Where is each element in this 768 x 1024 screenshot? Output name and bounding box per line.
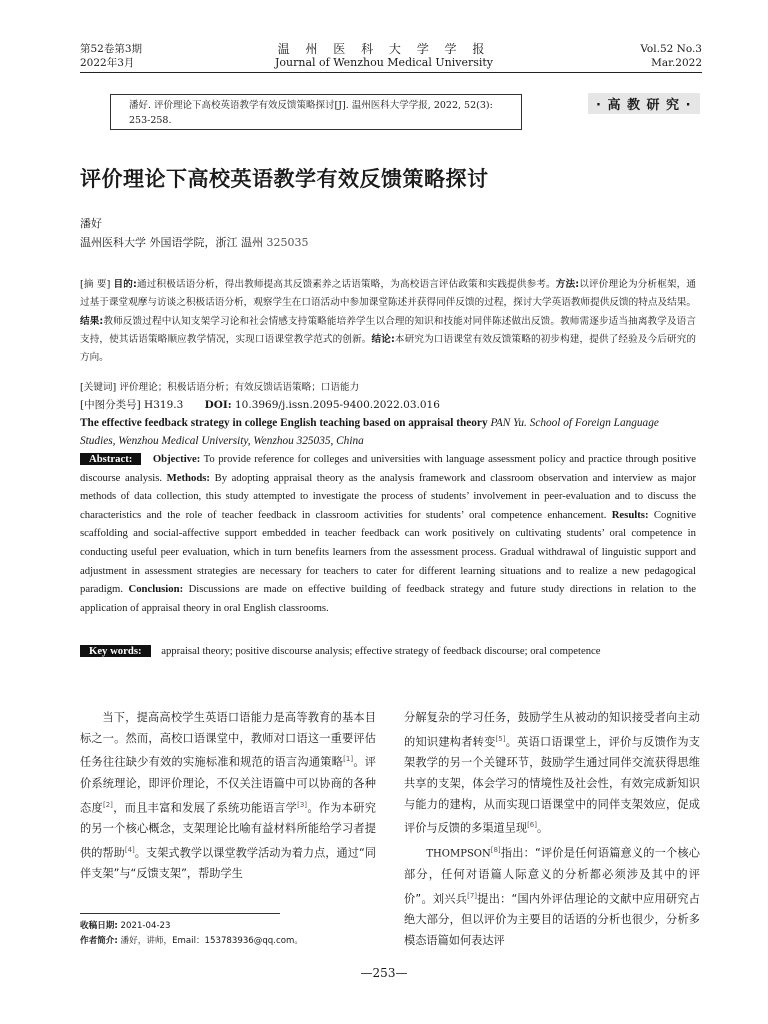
author-affiliation (80, 234, 309, 250)
clc-code: H319.3 (144, 399, 184, 411)
english-title (80, 414, 696, 450)
body-text: 指出：“评价是任何语篇意义的一个核心部分，任何对语篇人际意义的分析都必须涉及其中的评价”。刘兴兵 (404, 846, 700, 906)
english-author-affiliation: PAN Yu. School of Foreign Language Studies, Wenzhou Medical University, Wenzhou 325035, China (80, 417, 659, 447)
results-label-cn: 结果: (80, 315, 104, 327)
body-text: 提出：“国内外评估理论的文献中应用研究占绝大部分，但以评价为主要目的话语的分析也很少，分析多模态语篇如何表达评 (404, 892, 700, 947)
keywords-en (80, 642, 696, 660)
abstract-cn-label: [摘 要] (80, 279, 111, 290)
body-text: 。支架式教学以课堂教学活动为着力点，通过“同伴支架”与“反馈支架”，帮助学生 (80, 846, 376, 881)
body-column-right (404, 708, 700, 952)
conclusion-cn: 本研究为口语课堂有效反馈策略的初步构建，提供了经验及今后研究的方向。 (80, 333, 697, 364)
page-title: 评价理论下高校英语教学有效反馈策略探讨 (80, 167, 489, 191)
methods-en: By adopting appraisal theory as the analysis framework and classroom observation and interview as major methods of data collection, this study attempted to investigate the process of students’ involvement in peer-evaluation and to discuss the characteristics and the role of teacher feedback in classroom activities for students’ oral competence enhancement. (80, 471, 697, 521)
citation-ref[interactable]: [3] (297, 800, 308, 809)
doi-value: 10.3969/j.issn.2095-9400.2022.03.016 (235, 399, 440, 411)
body-text: 。英语口语课堂上，评价与反馈作为支架教学的另一个关键环节，鼓励学生通过同伴交流获得思维共享的支架，体会学习的情境性及社会性，有效完成新知识与能力的建构，从而实现口语课堂中的同伴支架效应，促成评价与反馈的多渠道呈现 (404, 735, 700, 835)
body-paragraph (80, 708, 376, 885)
issue-date: 2022年3月 (80, 57, 135, 69)
journal-volume-info-en (640, 42, 702, 70)
abstract-cn (80, 276, 696, 367)
author-bio-label: 作者简介: (80, 936, 118, 946)
body-text: 当下，提高高校学生英语口语能力是高等教育的基本目标之一。然而，高校口语课堂中，教师对口语这一重要评估任务往往缺少有效的实施标准和规范的语言沟通策略 (80, 711, 376, 770)
keywords-badge: Key words: (80, 645, 151, 657)
results-en: Cognitive scaffolding and social-affective support embedded in teacher feedback can work positively on cultivating students’ oral competence in conducting useful peer evaluation, which in turn benefits learners from the assessment process. Gradual withdrawal of linguistic support and adjustment in assessment strategies are necessary for teachers to cater for different learning situations and to realize a new pedagogical paradigm. (80, 508, 697, 596)
doi-label: DOI: (204, 399, 232, 411)
objective-label-cn: 目的: (113, 279, 137, 290)
volume-issue-en: Vol.52 No.3 (640, 43, 702, 55)
author-bio-text: 潘好，讲师，Email：153783936@qq.com。 (120, 936, 303, 946)
footnote-rule (80, 913, 280, 914)
page-number: —253— (360, 966, 408, 980)
issue-date-en: Mar.2022 (651, 57, 702, 69)
citation-ref[interactable]: [7] (467, 891, 478, 900)
citation-ref[interactable]: [4] (124, 845, 135, 854)
conclusion-en: Discussions are made on effective building of feedback strategy and future study directions in relation to the application of appraisal theory in oral English classrooms. (80, 583, 697, 614)
conclusion-label-en: Conclusion: (128, 583, 184, 596)
objective-label-en: Objective: (152, 453, 201, 465)
conclusion-label-cn: 结论: (371, 333, 395, 345)
citation-ref[interactable]: [2] (102, 800, 113, 809)
methods-label-cn: 方法: (555, 279, 580, 290)
volume-issue: 第52卷第3期 (80, 43, 143, 55)
keywords-cn (80, 379, 696, 396)
body-text: ，而且丰富和发展了系统功能语言学 (112, 801, 298, 815)
postal-code: 325035 (266, 236, 309, 249)
journal-name-en: Journal of Wenzhou Medical University (274, 56, 494, 69)
author-bio (80, 934, 380, 949)
received-date (80, 919, 380, 934)
body-text: 。作为本研究的另一个核心概念，支架理论比喻有益材料所能给学习者提供的帮助 (80, 801, 376, 860)
body-paragraph (404, 708, 700, 840)
methods-cn: 以评价理论为分析框架，通过基于课堂观摩与访谈之积极话语分析，观察学生在口语活动中参加课堂陈述并获得同伴反馈的过程，探讨大学英语教师提供反馈的特点及结果。 (80, 279, 697, 309)
results-cn: 教师反馈过程中认知支架学习论和社会情感支持策略能培养学生以合理的知识和技能对同伴陈述做出反馈。教师需逐步适当抽离教学及语言支持，使其话语策略顺应教学情况，实现口语课堂教学范式的创新。 (80, 315, 697, 345)
cited-author: THOMPSON (426, 848, 491, 860)
affiliation-text: 温州医科大学 外国语学院，浙江 温州 (80, 236, 263, 249)
abstract-badge: Abstract: (80, 453, 141, 465)
received-label: 收稿日期: (80, 921, 118, 931)
journal-name-cn: 温 州 医 科 大 学 学 报 (277, 42, 491, 56)
abstract-en (80, 450, 696, 617)
body-text: 分解复杂的学习任务，鼓励学生从被动的知识接受者向主动的知识建构者转变 (404, 711, 700, 749)
keywords-en-text: appraisal theory; positive discourse analysis; effective strategy of feedback discourse; oral competence (161, 645, 601, 657)
classification-doi (80, 397, 696, 414)
citation-box: 潘好. 评价理论下高校英语教学有效反馈策略探讨[J]. 温州医科大学学报, 2022, 52(3): 253-258. (110, 94, 522, 130)
author-name: 潘好 (80, 217, 102, 230)
received-value: 2021-04-23 (120, 921, 171, 931)
keywords-cn-text: 评价理论；积极话语分析；有效反馈话语策略；口语能力 (119, 382, 360, 393)
citation-ref[interactable]: [5] (495, 734, 506, 743)
english-title-text: The effective feedback strategy in college English teaching based on appraisal theory (80, 417, 488, 429)
body-paragraph (404, 840, 700, 952)
objective-cn: 通过积极话语分析，得出教师提高其反馈素养之话语策略，为高校语言评估政策和实践提供参考。 (136, 279, 556, 290)
body-column-left (80, 708, 376, 885)
citation-ref[interactable]: [8] (490, 845, 501, 854)
clc-label: [中图分类号] (80, 399, 141, 411)
objective-en: To provide reference for colleges and universities with language assessment policy and practice through positive discourse analysis. (80, 453, 697, 484)
header-rule (80, 72, 702, 73)
results-label-en: Results: (611, 508, 649, 521)
citation-ref[interactable]: [1] (343, 755, 354, 764)
citation-ref[interactable]: [6] (527, 821, 537, 830)
body-text: 。 (537, 821, 549, 835)
methods-label-en: Methods: (166, 471, 210, 484)
body-text: 。评价系统理论，即评价理论，不仅关注语篇中可以协商的各种态度 (80, 756, 376, 815)
section-tag: · 高 教 研 究 · (588, 93, 700, 114)
keywords-cn-label: [关键词] (80, 382, 117, 393)
